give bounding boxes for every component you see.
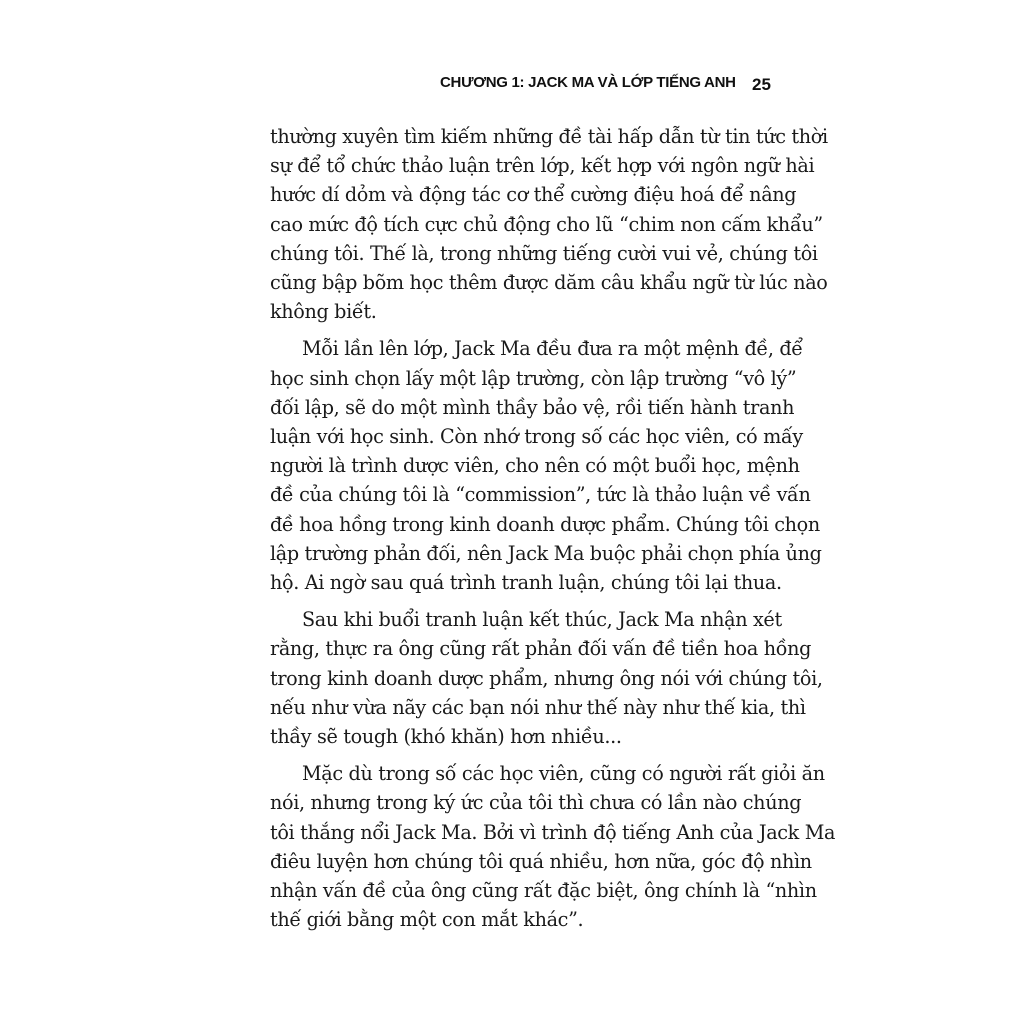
text-line: hộ. Ai ngờ sau quá trình tranh luận, chúng tôi lại thua. bbox=[270, 571, 782, 595]
text-line: luận với học sinh. Còn nhớ trong số các học viên, có mấy bbox=[270, 425, 803, 449]
text-line: sự để tổ chức thảo luận trên lớp, kết hợp với ngôn ngữ hài bbox=[270, 154, 815, 178]
text-line: không biết. bbox=[270, 300, 377, 324]
text-line: đối lập, sẽ do một mình thầy bảo vệ, rồi tiến hành tranh bbox=[270, 395, 795, 419]
text-line: người là trình dược viên, cho nên có một buổi học, mệnh bbox=[270, 454, 800, 478]
paragraph bbox=[270, 334, 822, 597]
text-line: cao mức độ tích cực chủ động cho lũ “chim non cấm khẩu” bbox=[270, 212, 823, 236]
paragraph bbox=[270, 605, 823, 751]
text-line: lập trường phản đối, nên Jack Ma buộc phải chọn phía ủng bbox=[270, 541, 822, 565]
text-line: nhận vấn đề của ông cũng rất đặc biệt, ông chính là “nhìn bbox=[270, 879, 817, 903]
text-line: thế giới bằng một con mắt khác”. bbox=[270, 908, 584, 932]
text-line: Mặc dù trong số các học viên, cũng có người rất giỏi ăn bbox=[302, 762, 825, 786]
text-line: chúng tôi. Thế là, trong những tiếng cười vui vẻ, chúng tôi bbox=[270, 241, 818, 265]
text-line: nói, nhưng trong ký ức của tôi thì chưa có lần nào chúng bbox=[270, 791, 802, 815]
text-line: đề của chúng tôi là “commission”, tức là thảo luận về vấn bbox=[270, 483, 811, 507]
page-number: 25 bbox=[752, 75, 771, 94]
text-line: đề hoa hồng trong kinh doanh dược phẩm. Chúng tôi chọn bbox=[270, 512, 820, 536]
text-line: cũng bập bõm học thêm được dăm câu khẩu ngữ từ lúc nào bbox=[270, 271, 828, 295]
text-line: rằng, thực ra ông cũng rất phản đối vấn đề tiền hoa hồng bbox=[270, 637, 812, 661]
text-line: trong kinh doanh dược phẩm, nhưng ông nói với chúng tôi, bbox=[270, 666, 823, 690]
paragraph bbox=[270, 759, 836, 934]
text-line: thầy sẽ tough (khó khăn) hơn nhiều... bbox=[270, 725, 622, 749]
paragraph bbox=[270, 122, 828, 326]
text-line: nếu như vừa nãy các bạn nói như thế này như thế kia, thì bbox=[270, 695, 806, 719]
text-line: điêu luyện hơn chúng tôi quá nhiều, hơn nữa, góc độ nhìn bbox=[270, 849, 812, 873]
body-text bbox=[270, 122, 836, 942]
text-line: tôi thắng nổi Jack Ma. Bởi vì trình độ tiếng Anh của Jack Ma bbox=[270, 820, 836, 844]
text-line: thường xuyên tìm kiếm những đề tài hấp dẫn từ tin tức thời bbox=[270, 125, 828, 148]
text-line: hước dí dỏm và động tác cơ thể cường điệu hoá để nâng bbox=[270, 183, 797, 207]
text-line: Sau khi buổi tranh luận kết thúc, Jack Ma nhận xét bbox=[302, 608, 782, 632]
text-line: học sinh chọn lấy một lập trường, còn lập trường “vô lý” bbox=[270, 366, 797, 390]
running-header-title: CHƯƠNG 1: JACK MA VÀ LỚP TIẾNG ANH bbox=[440, 74, 736, 91]
text-line: Mỗi lần lên lớp, Jack Ma đều đưa ra một mệnh đề, để bbox=[302, 337, 803, 361]
